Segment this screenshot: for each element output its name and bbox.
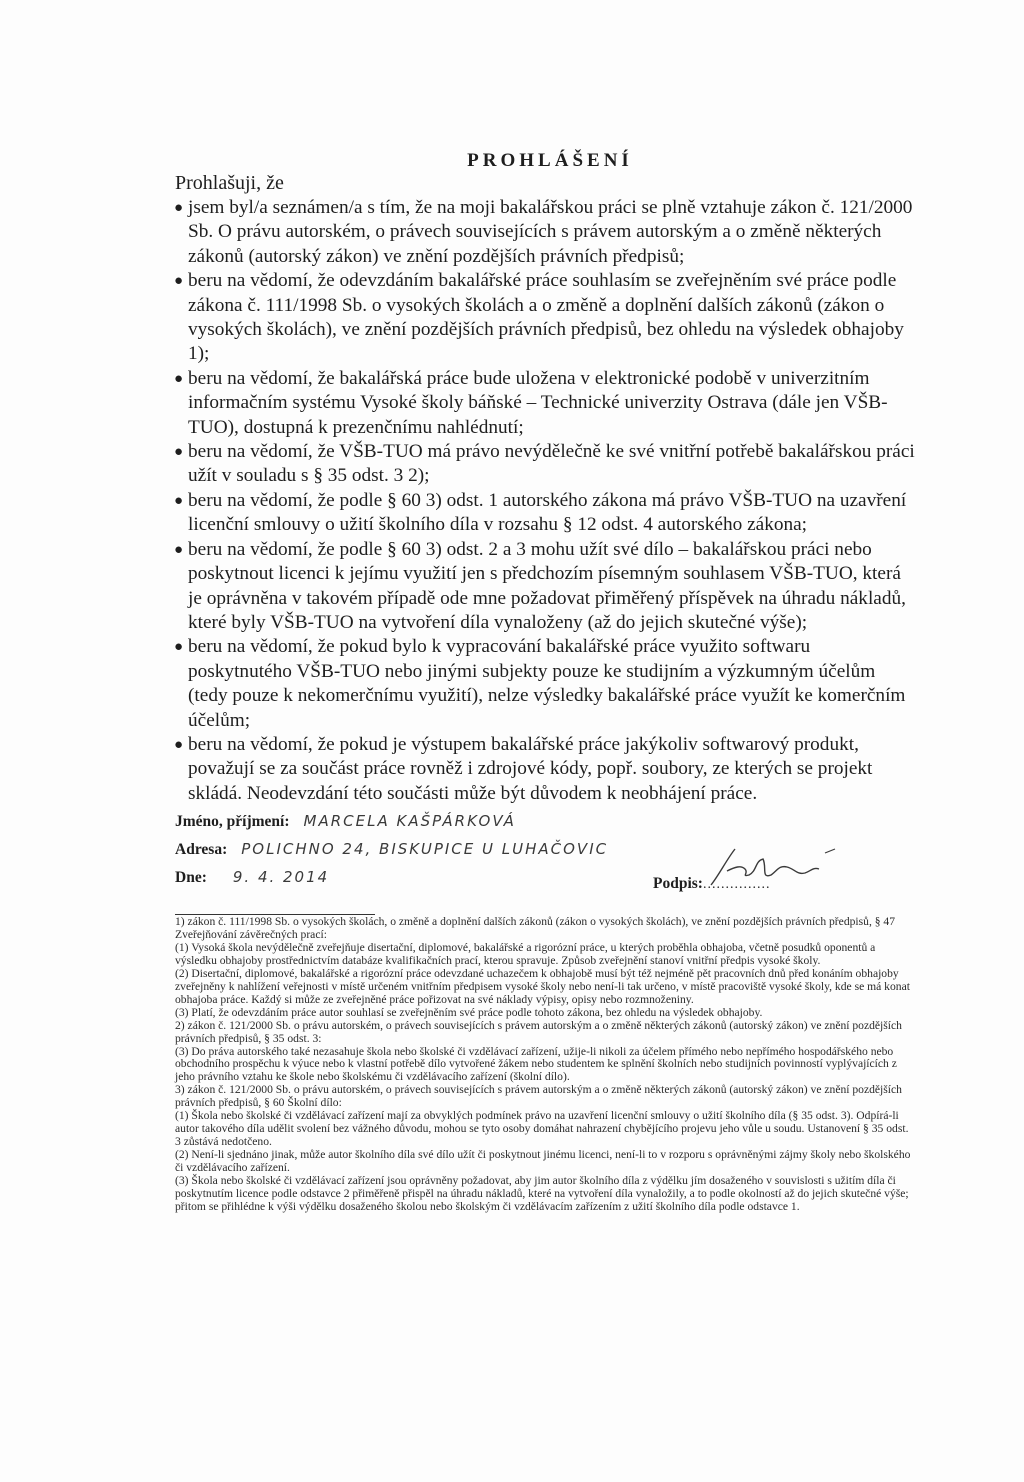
footnote: 2) zákon č. 121/2000 Sb. o právu autorském, o právech souvisejících s právem autorským a o změně některých zákonů (autorský zákon) ve znění pozdějších právních předpisů, § 35 odst. 3: [175,1018,902,1045]
document-title: PROHLÁŠENÍ [467,150,633,171]
bullet-icon: ● [174,541,184,558]
bullet-icon: ● [174,273,184,290]
list-item: ● beru na vědomí, že bakalářská práce bude uložena v elektronické podobě v univerzitním informačním systému Vysoké školy báňské – Technické univerzity Ostrava (dále jen VŠB-TUO), dostupná k prezenčnímu nahlédnutí; [174,367,888,438]
address-field [175,840,608,859]
footnote: (1) Škola nebo školské či vzdělávací zařízení mají za obvyklých podmínek právo na uzavření licenční smlouvy o užití školního díla (§ 35 odst. 3). Odpírá-li autor takového díla udělit svolení bez vážného důvodu, mohou se tyto osoby domáhat nahrazení chybějícího projevu jeho vůle u soudu. Ustanovení § 35 odst. 3 zůstává nedotčeno. [175,1109,909,1149]
signature-label: Podpis: [653,875,703,892]
signature-image [702,845,855,892]
bullet-icon: ● [174,736,184,753]
list-item: ● beru na vědomí, že podle § 60 3) odst. 2 a 3 mohu užít své dílo – bakalářskou práci nebo poskytnout licenci k jejímu využití jen s předchozím písemným souhlasem VŠB-TUO, která je oprávněna v takovém případě ode mne požadovat přiměřený příspěvek na úhradu nákladů, které byly VŠB-TUO na vytvoření díla vynaloženy (až do jejich skutečné výše); [174,538,906,633]
intro-text: Prohlašuji, že [175,172,284,194]
date-field [175,868,329,887]
list-item: ● beru na vědomí, že pokud je výstupem bakalářské práce jakýkoliv softwarový produkt, považují se za součást práce rovněž i zdrojové kódy, popř. soubory, ze kterých se projekt skládá. Neodevzdání této součásti může být důvodem k neobhájení práce. [174,733,873,804]
list-item: ● jsem byl/a seznámen/a s tím, že na moji bakalářskou práci se plně vztahuje zákon č. 121/2000 Sb. O právu autorském, o právech souvisejících s právem autorským a o změně některých zákonů (autorský zákon) ve znění pozdějších právních předpisů; [174,197,913,267]
address-value: POLICHNO 24, BISKUPICE U LUHAČOVIC [241,840,609,858]
bullet-icon: ● [174,444,184,461]
footnote: (2) Disertační, diplomové, bakalářské a rigorózní práce odevzdané uchazečem k obhajobě musí být též nejméně pět pracovních dnů před konáním obhajoby zveřejněny k nahlížení veřejnosti v místě určeném vnitřním předpisem vysoké školy nebo není-li tak určeno, v místě pracoviště vysoké školy, kde se má konat obhajoba práce. Každý si může ze zveřejněné práce pořizovat na své náklady výpisy, opisy nebo rozmnoženiny. [175,966,910,1006]
bullet-icon: ● [174,492,184,509]
bullet-icon: ● [174,370,184,387]
signature-line: ............... [702,877,771,892]
list-item: ● beru na vědomí, že odevzdáním bakalářské práce souhlasím se zveřejněním své práce podle zákona č. 111/1998 Sb. o vysokých školách a o změně a doplnění dalších zákonů (zákon o vysokých školách), ve znění pozdějších právních předpisů, bez ohledu na výsledek obhajoby 1); [174,270,904,365]
date-label: Dne: [175,869,207,886]
footnote: (1) Vysoká škola nevýdělečně zveřejňuje disertační, diplomové, bakalářské a rigorózní práce, u kterých proběhla obhajoba, včetně posudků oponentů a výsledku obhajoby prostřednictvím databáze kvalifikačních prací, kterou spravuje. Způsob zveřejnění stanoví vnitřní předpis vysoké školy. [175,940,876,967]
footnote: 3) zákon č. 121/2000 Sb. o právu autorském, o právech souvisejících s právem autorským a o změně některých zákonů (autorský zákon) ve znění pozdějších právních předpisů, § 60 Školní dílo: [175,1083,902,1110]
name-label: Jméno, příjmení: [175,813,290,830]
bullet-icon: ● [174,639,184,656]
footnote: (3) Platí, že odevzdáním práce autor souhlasí se zveřejněním své práce podle tohoto zákona, bez ohledu na výsledek obhajoby. [175,1005,763,1019]
bullet-icon: ● [174,200,184,216]
footnote: (2) Není-li sjednáno jinak, může autor školního díla své dílo užít či poskytnout jinému licenci, není-li to v rozporu s oprávněnými zájmy školy nebo školského či vzdělávacího zařízení. [175,1148,911,1175]
declaration-list [175,196,915,806]
footnote: (3) Škola nebo školské či vzdělávací zařízení jsou oprávněny požadovat, aby jim autor školního díla z výdělku jím dosaženého v souvislosti s užitím díla či poskytnutím licence podle odstavce 2 přiměřeně přispěl na úhradu nákladů, které na vytvoření díla vynaložily, a to podle okolností až do jejich skutečné výše; přitom se přihlédne k výši výdělku dosaženého školou nebo školským či vzdělávacím zařízením z užití školního díla podle odstavce 1. [175,1174,909,1213]
list-item: ● beru na vědomí, že VŠB-TUO má právo nevýdělečně ke své vnitřní potřebě bakalářskou práci užít v souladu s § 35 odst. 3 2); [174,441,915,487]
list-item: ● beru na vědomí, že pokud bylo k vypracování bakalářské práce využito softwaru poskytnutého VŠB-TUO nebo jinými subjekty pouze ke studijním a výzkumným účelům (tedy pouze k nekomerčnímu využití), nelze výsledky bakalářské práce využít ke komerčním účelům; [174,636,906,731]
list-item: ● beru na vědomí, že podle § 60 3) odst. 1 autorského zákona má právo VŠB-TUO na uzavření licenční smlouvy o užití školního díla v rozsahu § 12 odst. 4 autorského zákona; [174,489,907,536]
date-value: 9. 4. 2014 [232,868,330,886]
footnotes [175,916,915,1214]
name-value: MARCELA KAŠPÁRKOVÁ [303,812,516,830]
footnote: (3) Do práva autorského také nezasahuje škola nebo školské či vzdělávací zařízení, užije-li nikoli za účelem přímého nebo nepřímého hospodářského nebo obchodního prospěchu k výuce nebo k vlastní potřebě dílo vytvořené žákem nebo studentem ke splnění školních nebo studijních povinností vyplývajících z jeho právního vztahu ke škole nebo školskému či vzdělávacího zařízení (školní dílo). [175,1044,897,1084]
address-label: Adresa: [175,841,228,858]
name-field [175,812,516,831]
signature-field [653,875,770,893]
footnote: 1) zákon č. 111/1998 Sb. o vysokých školách, o změně a doplnění dalších zákonů (zákon o vysokých školách), ve znění pozdějších právních předpisů, § 47 Zveřejňování závěrečných prací: [175,915,896,941]
